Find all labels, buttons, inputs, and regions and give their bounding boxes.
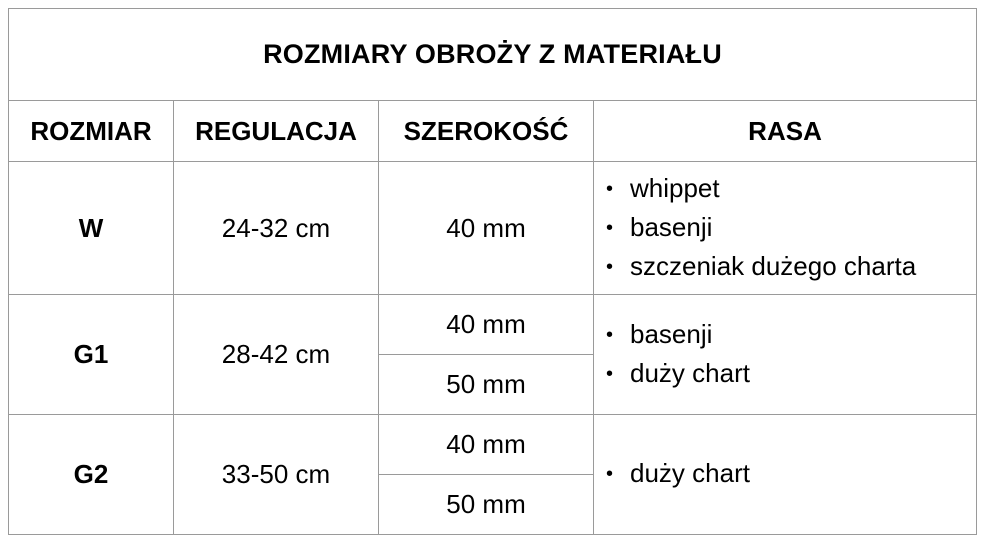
width-cell: 40 mm xyxy=(379,295,594,355)
breed-list xyxy=(606,316,976,394)
breed-list-item xyxy=(606,170,976,209)
breed-list xyxy=(606,455,976,494)
size-cell: G2 xyxy=(9,415,174,535)
table-row xyxy=(9,162,977,295)
header-adjustment: REGULACJA xyxy=(174,101,379,162)
adjustment-cell: 28-42 cm xyxy=(174,295,379,415)
table-row xyxy=(9,295,977,355)
table-title: ROZMIARY OBROŻY Z MATERIAŁU xyxy=(9,9,977,101)
table-row xyxy=(9,415,977,475)
breed-label: basenji xyxy=(630,211,713,242)
breed-list-item xyxy=(606,455,976,494)
bullet-icon: • xyxy=(606,177,614,200)
breed-list-item xyxy=(606,316,976,355)
breed-list-item xyxy=(606,209,976,248)
breed-cell xyxy=(594,295,977,415)
breed-list-item xyxy=(606,355,976,394)
collar-size-table xyxy=(8,8,977,535)
bullet-icon: • xyxy=(606,463,614,485)
breed-label: duży chart xyxy=(630,458,750,488)
width-cell: 50 mm xyxy=(379,355,594,415)
width-cell: 40 mm xyxy=(379,415,594,475)
header-breed: RASA xyxy=(594,101,977,162)
adjustment-cell: 33-50 cm xyxy=(174,415,379,535)
width-cell: 40 mm xyxy=(379,162,594,295)
breed-label: basenji xyxy=(630,318,713,349)
bullet-icon: • xyxy=(606,216,614,239)
breed-label: whippet xyxy=(630,172,720,203)
size-cell: G1 xyxy=(9,295,174,415)
bullet-icon: • xyxy=(606,323,614,346)
width-cell: 50 mm xyxy=(379,475,594,535)
breed-label: szczeniak dużego charta xyxy=(630,250,917,281)
bullet-icon: • xyxy=(606,255,614,278)
size-cell: W xyxy=(9,162,174,295)
breed-label: duży chart xyxy=(630,357,750,388)
breed-cell xyxy=(594,162,977,295)
adjustment-cell: 24-32 cm xyxy=(174,162,379,295)
breed-cell xyxy=(594,415,977,535)
breed-list xyxy=(606,170,976,287)
header-size: ROZMIAR xyxy=(9,101,174,162)
bullet-icon: • xyxy=(606,362,614,385)
breed-list-item xyxy=(606,248,976,287)
header-width: SZEROKOŚĆ xyxy=(379,101,594,162)
